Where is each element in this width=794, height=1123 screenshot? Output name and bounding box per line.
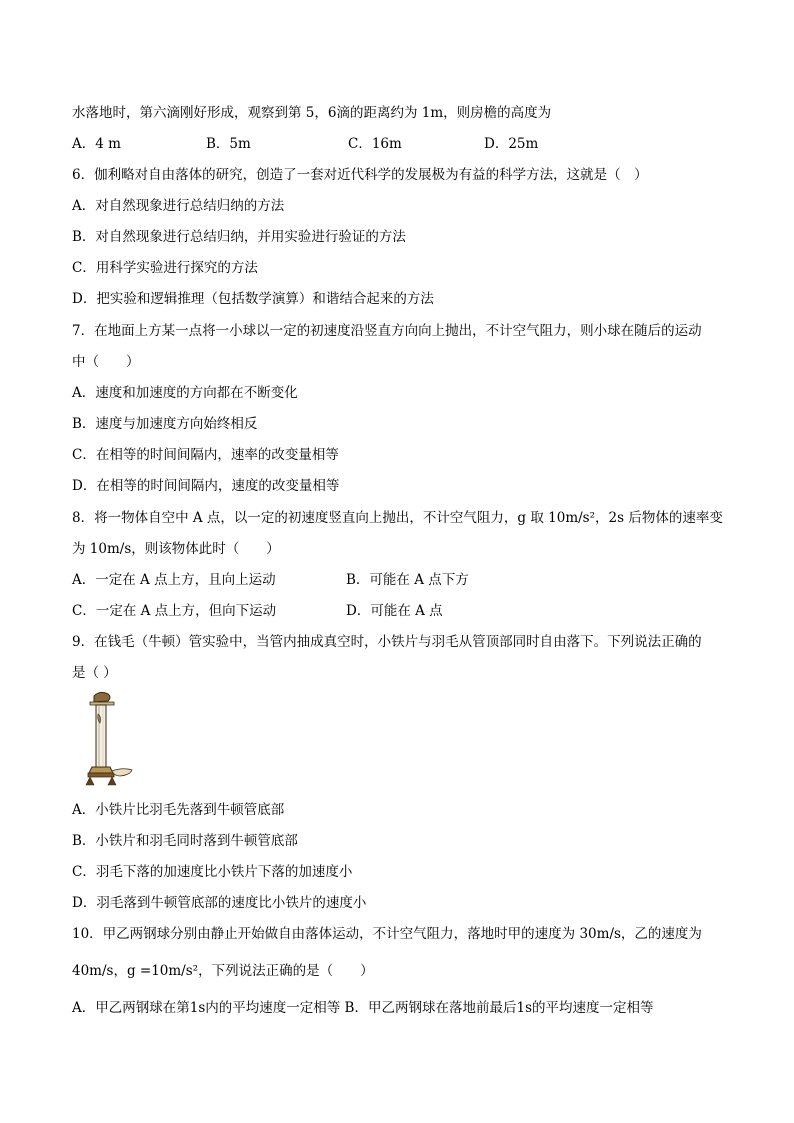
q5-stem-tail: 水落地时，第六滴刚好形成，观察到第 5，6滴的距离约为 1m，则房檐的高度为 — [72, 105, 552, 121]
q5-option-b: B．5m — [206, 136, 251, 152]
q8-option-d: D．可能在 A 点 — [346, 603, 443, 619]
q7-option-c: C．在相等的时间间隔内，速率的改变量相等 — [72, 447, 339, 463]
q6-option-a: A．对自然现象进行总结归纳的方法 — [72, 198, 285, 214]
q9-option-c: C．羽毛下落的加速度比小铁片下落的加速度小 — [72, 864, 353, 880]
q7-stem-line1: 7．在地面上方某一点将一小球以一定的初速度沿竖直方向向上抛出，不计空气阻力，则小球在随后的运动 — [72, 323, 702, 339]
q6-option-b: B．对自然现象进行总结归纳，并用实验进行验证的方法 — [72, 229, 406, 245]
q8-stem-line1: 8．将一物体自空中 A 点，以一定的初速度竖直向上抛出，不计空气阻力，g 取 10m/s²，2s 后物体的速率变 — [72, 510, 723, 526]
q8-option-a: A．一定在 A 点上方，且向上运动 — [72, 572, 276, 588]
q10-stem-line1: 10．甲乙两钢球分别由静止开始做自由落体运动，不计空气阻力，落地时甲的速度为 30m/s，乙的速度为 — [72, 926, 702, 942]
q5-option-d: D．25m — [484, 136, 539, 152]
q8-option-b: B．可能在 A 点下方 — [346, 572, 469, 588]
newton-tube-figure — [74, 688, 136, 788]
q7-option-b: B．速度与加速度方向始终相反 — [72, 416, 258, 432]
q7-stem-line2: 中（ ） — [72, 354, 140, 370]
q8-option-c: C．一定在 A 点上方，但向下运动 — [72, 603, 277, 619]
q9-option-d: D．羽毛落到牛顿管底部的速度比小铁片的速度小 — [72, 895, 367, 911]
q9-option-b: B．小铁片和羽毛同时落到牛顿管底部 — [72, 833, 298, 849]
q9-option-a: A．小铁片比羽毛先落到牛顿管底部 — [72, 802, 285, 818]
q6-option-d: D．把实验和逻辑推理（包括数学演算）和谐结合起来的方法 — [72, 291, 434, 307]
q5-option-c: C．16m — [348, 136, 402, 152]
q7-option-d: D．在相等的时间间隔内，速度的改变量相等 — [72, 478, 340, 494]
q10-stem-line2: 40m/s，g =10m/s²，下列说法正确的是（ ） — [72, 963, 374, 979]
q9-stem-line1: 9．在钱毛（牛顿）管实验中，当管内抽成真空时，小铁片与羽毛从管顶部同时自由落下。下列说法正确的 — [72, 634, 702, 650]
q6-stem: 6．伽利略对自由落体的研究，创造了一套对近代科学的发展极为有益的科学方法，这就是（ ） — [72, 167, 648, 183]
q6-option-c: C．用科学实验进行探究的方法 — [72, 260, 258, 276]
q8-stem-line2: 为 10m/s，则该物体此时（ ） — [72, 541, 280, 557]
q5-option-a: A．4 m — [72, 136, 121, 152]
q10-options-ab: A．甲乙两钢球在第1s内的平均速度一定相等 B．甲乙两钢球在落地前最后1s的平均速度一定相等 — [72, 1000, 654, 1016]
q7-option-a: A．速度和加速度的方向都在不断变化 — [72, 385, 298, 401]
q9-stem-line2: 是（ ） — [72, 665, 117, 681]
